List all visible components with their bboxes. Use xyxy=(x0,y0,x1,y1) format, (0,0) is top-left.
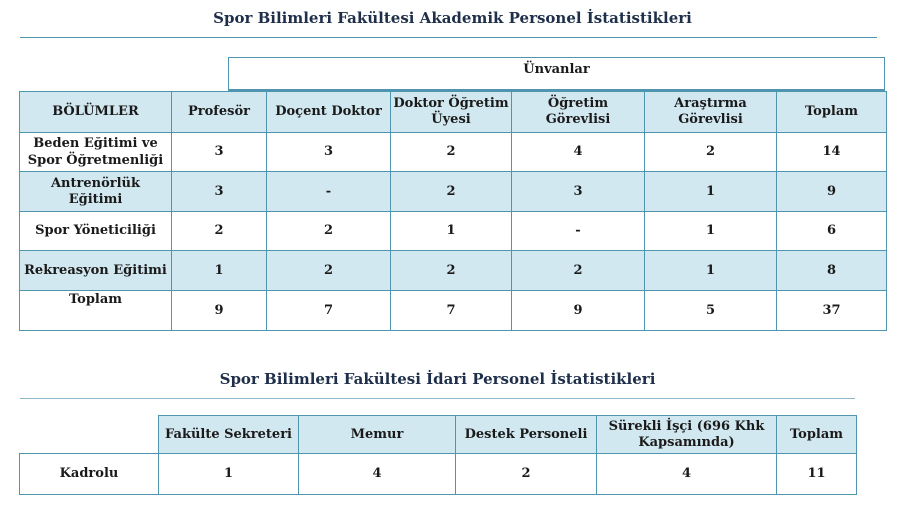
row-label: Toplam xyxy=(20,291,172,331)
column-header-docent-doktor: Doçent Doktor xyxy=(267,92,391,133)
table-cell: - xyxy=(267,172,391,212)
row-label: Spor Yöneticiliği xyxy=(20,212,172,251)
academic-title-rule xyxy=(20,37,877,38)
table-cell: 4 xyxy=(512,133,645,172)
table-cell: 3 xyxy=(267,133,391,172)
column-header-arastirma-gorevlisi: Araştırma Görevlisi xyxy=(645,92,777,133)
column-header-profesor: Profesör xyxy=(172,92,267,133)
table-cell: 1 xyxy=(645,172,777,212)
column-header-surekli-isci: Sürekli İşçi (696 Khk Kapsamında) xyxy=(597,416,777,454)
academic-staff-table xyxy=(19,91,887,331)
table-cell: 1 xyxy=(159,454,299,495)
table-cell: 9 xyxy=(512,291,645,331)
table-cell: 2 xyxy=(267,212,391,251)
table-cell: 2 xyxy=(391,133,512,172)
column-header-memur: Memur xyxy=(299,416,456,454)
table-cell: 1 xyxy=(645,251,777,291)
table-row xyxy=(20,212,887,251)
row-label: Beden Eğitimi ve Spor Öğretmenliği xyxy=(20,133,172,172)
empty-corner-cell xyxy=(20,416,159,454)
table-cell: 9 xyxy=(172,291,267,331)
table-cell: 2 xyxy=(267,251,391,291)
administrative-title: Spor Bilimleri Fakültesi İdari Personel İstatistikleri xyxy=(219,370,656,388)
table-cell: 1 xyxy=(645,212,777,251)
table-cell: 11 xyxy=(777,454,857,495)
table-cell: 3 xyxy=(172,172,267,212)
table-cell: 8 xyxy=(777,251,887,291)
administrative-header-row xyxy=(20,416,857,454)
column-header-destek-personeli: Destek Personeli xyxy=(456,416,597,454)
column-header-ogretim-gorevlisi: Öğretim Görevlisi xyxy=(512,92,645,133)
table-cell: 2 xyxy=(391,172,512,212)
table-row xyxy=(20,454,857,495)
table-cell: 3 xyxy=(512,172,645,212)
table-cell: 9 xyxy=(777,172,887,212)
table-row xyxy=(20,133,887,172)
row-label: Rekreasyon Eğitimi xyxy=(20,251,172,291)
administrative-title-rule xyxy=(20,398,855,399)
administrative-staff-table xyxy=(19,415,857,495)
column-header-bolumler: BÖLÜMLER xyxy=(20,92,172,133)
table-cell: 2 xyxy=(172,212,267,251)
table-cell: 2 xyxy=(456,454,597,495)
table-cell: 1 xyxy=(391,212,512,251)
table-cell: 5 xyxy=(645,291,777,331)
table-cell: 4 xyxy=(299,454,456,495)
table-cell: 2 xyxy=(391,251,512,291)
table-row xyxy=(20,251,887,291)
academic-header-row xyxy=(20,92,887,133)
table-cell: - xyxy=(512,212,645,251)
table-cell: 6 xyxy=(777,212,887,251)
table-cell: 14 xyxy=(777,133,887,172)
row-label: Antrenörlük Eğitimi xyxy=(20,172,172,212)
column-header-doktor-ogretim-uyesi: Doktor Öğretim Üyesi xyxy=(391,92,512,133)
table-cell: 4 xyxy=(597,454,777,495)
column-header-toplam: Toplam xyxy=(777,416,857,454)
table-cell: 3 xyxy=(172,133,267,172)
table-cell: 2 xyxy=(645,133,777,172)
table-cell: 37 xyxy=(777,291,887,331)
total-row xyxy=(20,291,887,331)
academic-title: Spor Bilimleri Fakültesi Akademik Personel İstatistikleri xyxy=(213,9,692,27)
column-header-fakulte-sekreteri: Fakülte Sekreteri xyxy=(159,416,299,454)
table-row xyxy=(20,172,887,212)
table-cell: 7 xyxy=(391,291,512,331)
row-label: Kadrolu xyxy=(20,454,159,495)
column-header-toplam: Toplam xyxy=(777,92,887,133)
table-cell: 2 xyxy=(512,251,645,291)
table-cell: 1 xyxy=(172,251,267,291)
table-cell: 7 xyxy=(267,291,391,331)
unvanlar-group-header: Ünvanlar xyxy=(228,57,885,91)
